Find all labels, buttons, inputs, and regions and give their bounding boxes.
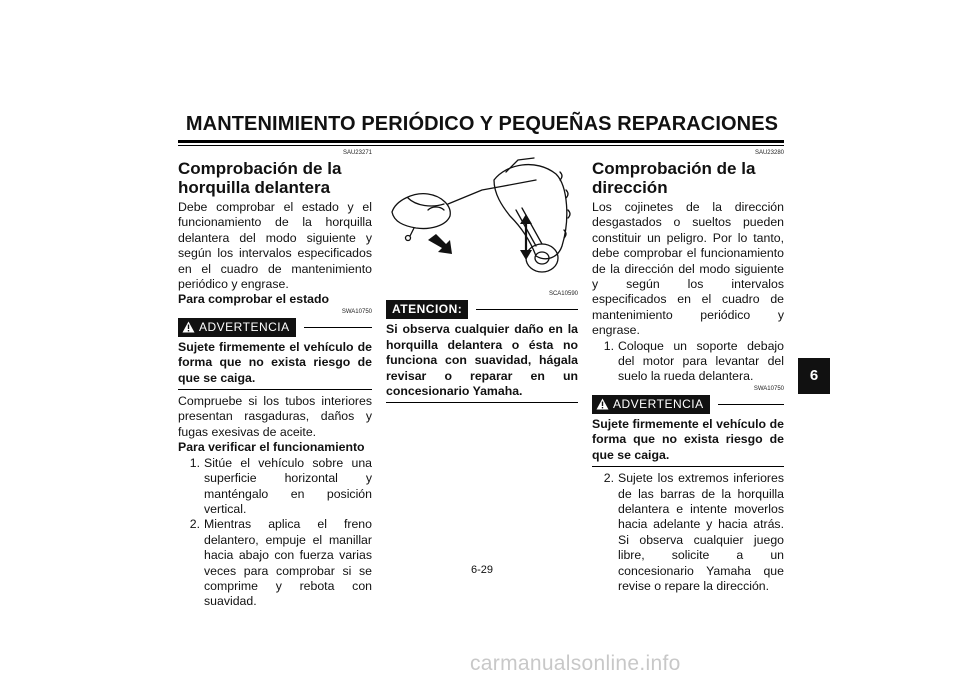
warning-label: ADVERTENCIA xyxy=(199,319,290,334)
step-text: Sitúe el vehículo sobre una superficie horizontal y manténgalo en posición vertical. xyxy=(204,455,372,516)
page-number: 6-29 xyxy=(470,564,494,576)
warning-text: Sujete firmemente el vehículo de forma que no exista riesgo de que se caiga. xyxy=(178,339,372,385)
step-item xyxy=(592,339,784,385)
step-text: Mientras aplica el freno delantero, empuje el manillar hacia abajo con fuerza varias veces para comprobar si se comprime y rebota con suavidad. xyxy=(204,517,372,609)
caution-header xyxy=(386,300,578,319)
step-text: Coloque un soporte debajo del motor para levantar del suelo la rueda delantera. xyxy=(618,338,784,384)
warning-label: ADVERTENCIA xyxy=(613,396,704,411)
right-column xyxy=(592,149,784,594)
step-item xyxy=(178,517,372,609)
warning-rule xyxy=(304,327,372,328)
header-rule-thin xyxy=(178,145,784,146)
check-text: Compruebe si los tubos interiores presentan rasgaduras, daños y fugas exesivas de aceite. xyxy=(178,394,372,439)
watermark: carmanualsonline.info xyxy=(470,652,681,675)
header-rule xyxy=(178,140,784,143)
warning-triangle-icon xyxy=(182,321,195,333)
chapter-tab: 6 xyxy=(798,358,830,394)
warning-code: SWA10750 xyxy=(753,385,784,392)
warning-end-rule xyxy=(178,389,372,390)
subheading-estado: Para comprobar el estado xyxy=(178,292,330,307)
caution-badge: ATENCION: xyxy=(386,300,468,319)
section-intro: Debe comprobar el estado y el funcionamiento de la horquilla delantera del modo siguiente y según los intervalos especificados en el cuadro de mantenimiento periódico y engrase. xyxy=(178,200,372,292)
caution-text: Si observa cualquier daño en la horquilla delantera o ésta no funciona con suavidad, hágala revisar o reparar en un concesionario Yamaha. xyxy=(386,322,578,399)
step-number: 1. xyxy=(189,455,200,470)
left-column xyxy=(178,149,372,610)
warning-header xyxy=(592,395,784,414)
step-item xyxy=(178,456,372,518)
caution-code: SCA10590 xyxy=(548,291,578,298)
warning-header xyxy=(178,318,372,337)
subheading-funcionamiento: Para verificar el funcionamiento xyxy=(178,440,365,455)
warning-triangle-icon xyxy=(596,398,609,410)
section-heading: Comprobación de la horquilla delantera xyxy=(178,159,342,197)
middle-column xyxy=(386,150,578,407)
section-code: SAU23271 xyxy=(342,150,372,156)
warning-badge xyxy=(178,318,296,337)
step-number: 2. xyxy=(189,517,200,532)
section-heading: Comprobación de la dirección xyxy=(592,159,756,197)
warning-text: Sujete firmemente el vehículo de forma que no exista riesgo de que se caiga. xyxy=(592,416,784,462)
caution-rule xyxy=(476,309,578,310)
step-number: 2. xyxy=(603,471,614,486)
step-number: 1. xyxy=(603,338,614,353)
caution-end-rule xyxy=(386,402,578,403)
section-code: SAU23280 xyxy=(754,150,784,156)
warning-rule xyxy=(718,404,784,405)
warning-end-rule xyxy=(592,466,784,467)
warning-badge xyxy=(592,395,710,414)
step-text: Sujete los extremos inferiores de las barras de la horquilla delantera e intente moverlos hacia adelante y hacia atrás. Si observa cualquier juego libre, solicite a un concesionario Yamaha que revise o repare la dirección. xyxy=(618,471,784,593)
step-item xyxy=(592,471,784,594)
scooter-fork-compression-illustration xyxy=(386,150,576,278)
warning-code: SWA10750 xyxy=(341,308,372,315)
page-header-title: MANTENIMIENTO PERIÓDICO Y PEQUEÑAS REPARACIONES xyxy=(185,113,779,135)
section-intro: Los cojinetes de la dirección desgastados o sueltos pueden constituir un peligro. Por lo tanto, debe comprobar el funcionamiento de la dirección del modo siguiente y según los intervalos especificados en el cuadro de mantenimiento periódico y engrase. xyxy=(592,200,784,338)
